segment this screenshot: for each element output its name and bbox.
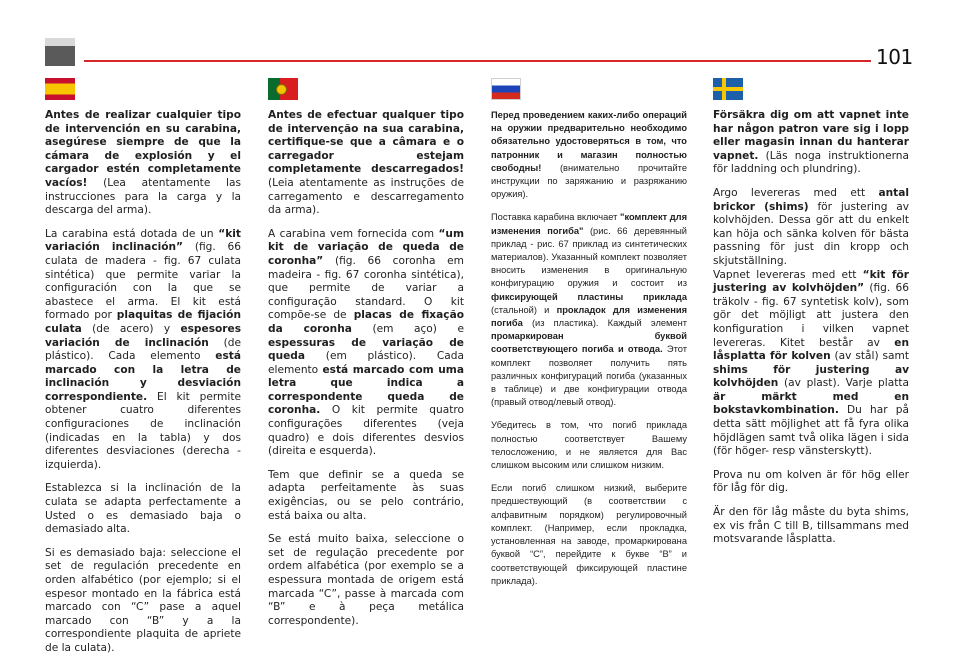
pt-warning: Antes de efectuar qualquer tipo de intervenção na sua carabina, certifique-se que a câmara e o carregador estejam completamente descarregados! (Leia atentamente as instruções de carregamento e descarregamento da arma). <box>268 109 464 217</box>
se-shims-intro: Argo levereras med ett antal brickor (shims) för justering av kolvhöjden. Dessa gör att du enkelt kan höja och sänka kolven för bästa passning för just din kropp och skjutställning. <box>713 186 910 267</box>
se-too-low: Är den för låg måste du byta shims, ex vis från C till B, tillsammans med motsvarande låsplatta. <box>713 506 909 546</box>
es-too-low: Si es demasiado baja: seleccione el set de regulación precedente en orden alfabético (por ejemplo; si el espesor montado en la fábrica está marcado con “C” pase a aquel marcado con “B” y a la correspondiente plaquita de apriete de la culata). <box>45 546 241 654</box>
header-rule <box>84 60 871 62</box>
pt-kit-description: A carabina vem fornecida com “um kit de variação de queda de coronha” (fig. 66 coronha em madeira - fig. 67 coronha sintética), que permite de variar a configuração standard. O kit compõe-se de placas de fixação da coronha (em aço) e espessuras de variação de queda (em plástico). Cada elemento está marcado com uma letra que indica a correspondente queda de coronha. O kit permite quatro configurações diferentes (veja quadro) e dois diferentes desvios (direita e esquerda). <box>268 227 464 458</box>
column-portuguese <box>268 78 464 638</box>
se-kit-description: Vapnet levereras med ett “kit för justering av kolvhöjden” (fig. 66 träkolv - fig. 67 syntetisk kolv), som gör det möjligt att justera den konfiguration i vilken vapnet levereras. Kitet består av en låsplatta för kolven (av stål) samt shims för justering av kolvhöjden (av plast). Varje platta är märkt med en bokstavkombination. Du har på detta sätt möjlighet att få fyra olika höjdlägen samt två olika lägen i sida (för höger- resp vänsterskytt). <box>713 268 909 458</box>
se-warning: Försäkra dig om att vapnet inte har någon patron vare sig i lopp eller magasin innan du hanterar vapnet. (Läs noga instruktionerna för laddning och plundring). <box>713 109 909 176</box>
page-number: 101 <box>876 45 913 69</box>
column-spanish <box>45 78 241 666</box>
ru-warning: Перед проведением каких-либо операций на оружии предварительно необходимо обязательно удостоверяться в том, что патронник и магазин полностью свободны! (внимательно прочитайте инструкции по заряжанию и разряжанию оружия). <box>491 110 687 200</box>
es-fit-check: Establezca si la inclinación de la culata se adapta perfectamente a Usted o es demasiado baja o demasiado alta. <box>45 482 241 536</box>
ru-fit-check: Убедитесь в том, что погиб приклада полностью соответствует Вашему телосложению, и не является для Вас слишком высоким или слишком низким. <box>491 420 687 471</box>
section-tab-icon <box>45 38 75 66</box>
ru-too-low: Если погиб слишком низкий, выберите предшествующий (в соответствии с алфавитным порядком) регулировочный комплект. (Например, если прокладка, установленная на заводе, промаркирована буквой “С”, перейдите к букве “В” и соответствующей фиксирующей пластине приклада). <box>491 483 687 586</box>
flag-portugal-icon <box>268 78 298 100</box>
es-warning: Antes de realizar cualquier tipo de intervención en su carabina, asegúrese siempre de que la cámara de explosión y el cargador estén completamente vacíos! (Lea atentamente las instrucciones para la carga y la descarga del arma). <box>45 109 241 217</box>
column-russian <box>491 78 687 598</box>
flag-sweden-icon <box>713 78 743 100</box>
pt-fit-check: Tem que definir se a queda se adapta perfeitamente às suas exigências, ou se pelo contrário, está baixa ou alta. <box>268 468 464 522</box>
se-fit-check: Prova nu om kolven är för hög eller för låg för dig. <box>713 468 909 495</box>
flag-spain-icon <box>45 78 75 100</box>
es-kit-description: La carabina está dotada de un “kit variación inclinación” (fig. 66 culata de madera - fig. 67 culata sintética) que permite variar la configuración con la que se abastece el arma. El kit está formado por plaquitas de fijación culata (de acero) y espesores variación de inclinación (de plástico). Cada elemento está marcado con la letra de inclinación y desviación correspondiente. El kit permite obtener cuatro diferentes configuraciones de inclinación (indicadas en la tabla) y dos diferentes desviaciones (derecha - izquierda). <box>45 227 241 471</box>
ru-kit-description: Поставка карабина включает "комплект для изменения погиба" (рис. 66 деревянный приклад - рис. 67 приклад из синтетических материалов). Указанный комплект позволяет вносить изменения в оригинальную конфигурацию оружия и состоит из фиксирующей пластины приклада (стальной) и прокладок для изменения погиба (из пластика). Каждый элемент промаркирован буквой соответствующего погиба и отвода. Этот комплект позволяет получить пять различных конфигураций погиба (указанных в таблице) и две конфигурации отвода (правый отвод/левый отвод). <box>491 212 688 408</box>
pt-too-low: Se está muito baixa, seleccione o set de regulação precedente por ordem alfabética (por exemplo se a espessura montada de origem está marcada “C”, passe à marcada com “B” e à peça metálica correspondente). <box>268 533 464 627</box>
column-swedish <box>713 78 909 557</box>
flag-russia-icon <box>491 78 521 100</box>
